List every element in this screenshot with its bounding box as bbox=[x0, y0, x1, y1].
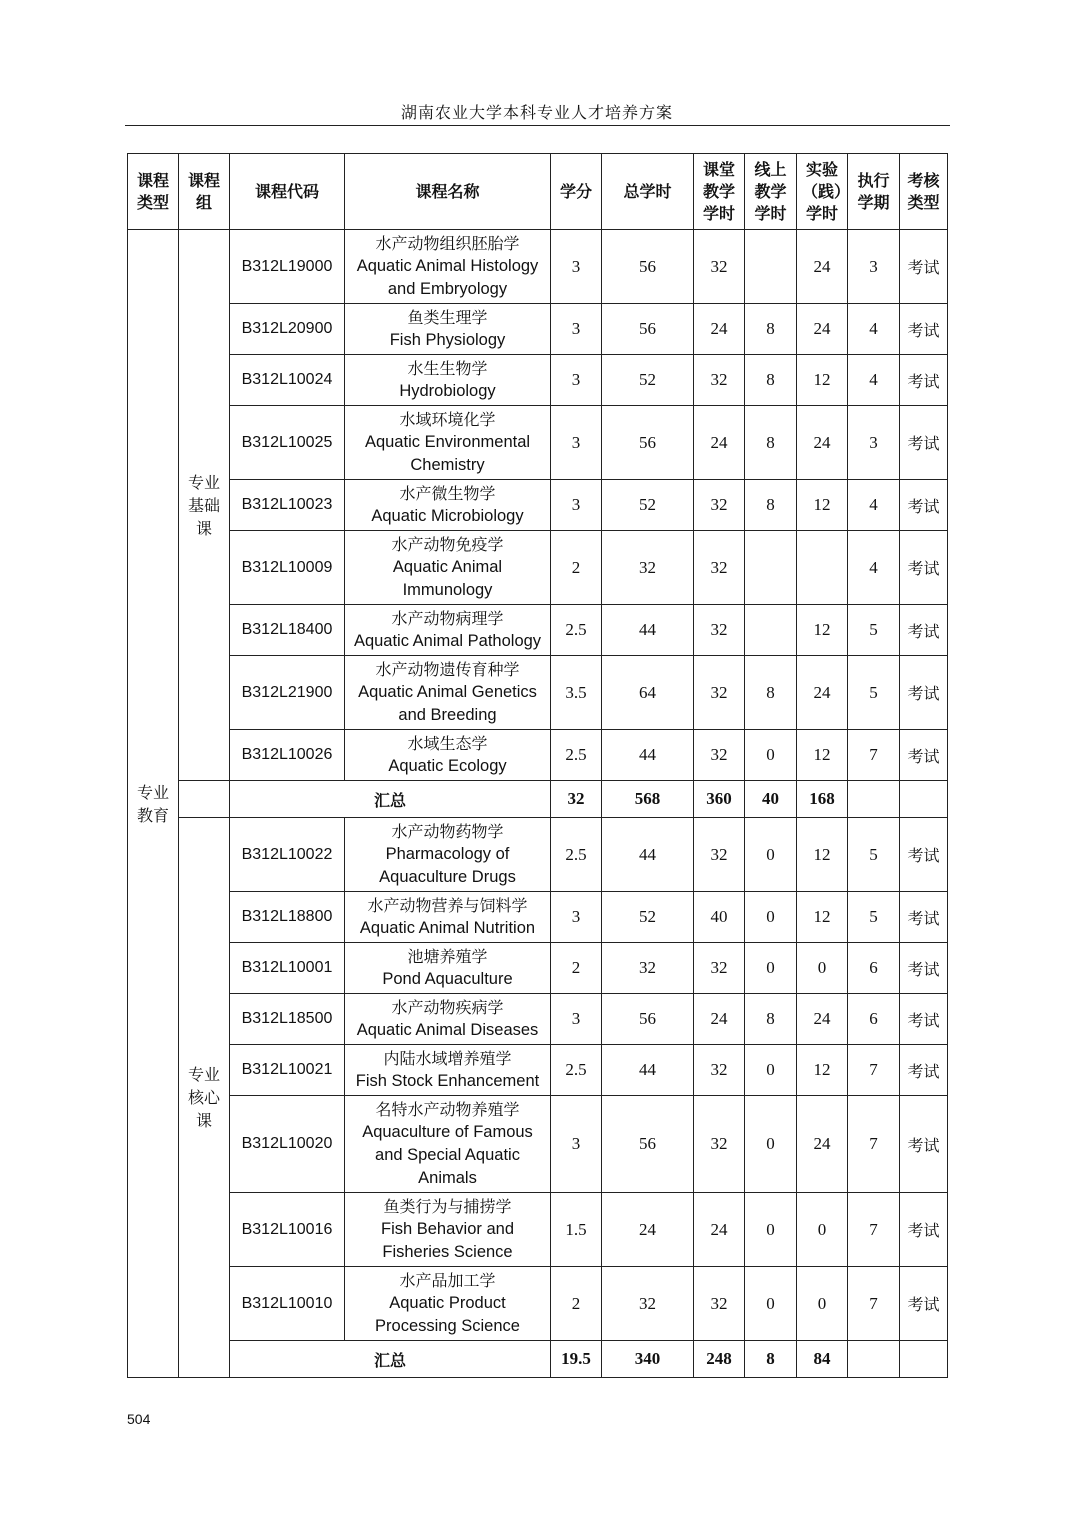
course-name-cn: 内陆水域增养殖学 bbox=[383, 1049, 512, 1068]
course-table bbox=[127, 153, 948, 1378]
class-hours-cell: 24 bbox=[694, 1193, 745, 1267]
course-name-en: Aquatic Environmental Chemistry bbox=[364, 433, 531, 474]
semester-cell: 5 bbox=[848, 892, 900, 943]
class-hours-cell: 32 bbox=[694, 1045, 745, 1096]
table-row bbox=[128, 605, 948, 656]
course-name-en: Aquatic Animal Diseases bbox=[356, 1021, 539, 1039]
credit-cell: 3 bbox=[551, 304, 602, 355]
course-name-en: Fish Physiology bbox=[389, 331, 506, 349]
course-name-cn: 水域生态学 bbox=[407, 734, 488, 753]
col-header-credit: 学分 bbox=[551, 154, 602, 230]
course-code-cell: B312L10022 bbox=[230, 818, 345, 892]
assessment-cell: 考试 bbox=[900, 1045, 948, 1096]
summary-class-hours-cell: 360 bbox=[694, 781, 745, 818]
course-name-cn: 水产动物免疫学 bbox=[391, 535, 504, 554]
course-name-en: Fish Behavior and Fisheries Science bbox=[381, 1220, 514, 1261]
summary-credit-cell: 19.5 bbox=[551, 1341, 602, 1378]
table-header-row bbox=[128, 154, 948, 230]
col-header-class-hours: 课堂教学学时 bbox=[694, 154, 745, 230]
course-name-cell bbox=[345, 656, 551, 730]
credit-cell: 3 bbox=[551, 994, 602, 1045]
lab-hours-cell: 12 bbox=[797, 730, 848, 781]
course-name-en: Aquatic Product Processing Science bbox=[375, 1294, 520, 1335]
course-name-cn: 水产动物药物学 bbox=[391, 822, 504, 841]
course-name-cn: 水产动物遗传育种学 bbox=[375, 660, 520, 679]
lab-hours-cell bbox=[797, 531, 848, 605]
semester-cell: 5 bbox=[848, 605, 900, 656]
lab-hours-cell: 12 bbox=[797, 355, 848, 406]
col-header-code: 课程代码 bbox=[230, 154, 345, 230]
page-number: 504 bbox=[127, 1411, 151, 1427]
course-name-cell bbox=[345, 892, 551, 943]
lab-hours-cell: 24 bbox=[797, 656, 848, 730]
online-hours-cell: 0 bbox=[745, 1096, 797, 1193]
semester-cell: 5 bbox=[848, 818, 900, 892]
course-name-en: Aquatic Animal Immunology bbox=[392, 558, 503, 599]
total-hours-cell: 32 bbox=[602, 531, 694, 605]
course-name-cn: 水域环境化学 bbox=[399, 410, 496, 429]
course-name-cn: 池塘养殖学 bbox=[407, 947, 488, 966]
course-name-cn: 水产动物病理学 bbox=[391, 609, 504, 628]
lab-hours-cell: 24 bbox=[797, 1096, 848, 1193]
summary-assessment-blank-cell bbox=[900, 781, 948, 818]
course-name-cell bbox=[345, 355, 551, 406]
lab-hours-cell: 24 bbox=[797, 406, 848, 480]
semester-cell: 3 bbox=[848, 406, 900, 480]
summary-semester-blank-cell bbox=[848, 781, 900, 818]
assessment-cell: 考试 bbox=[900, 656, 948, 730]
assessment-cell: 考试 bbox=[900, 730, 948, 781]
online-hours-cell bbox=[745, 605, 797, 656]
course-name-cell bbox=[345, 1193, 551, 1267]
credit-cell: 2 bbox=[551, 531, 602, 605]
course-name-cell bbox=[345, 1096, 551, 1193]
summary-total-hours-cell: 568 bbox=[602, 781, 694, 818]
total-hours-cell: 56 bbox=[602, 994, 694, 1045]
lab-hours-cell: 12 bbox=[797, 1045, 848, 1096]
class-hours-cell: 24 bbox=[694, 994, 745, 1045]
course-code-cell: B312L10023 bbox=[230, 480, 345, 531]
online-hours-cell: 0 bbox=[745, 730, 797, 781]
credit-cell: 2.5 bbox=[551, 730, 602, 781]
header-rule bbox=[125, 125, 950, 126]
online-hours-cell: 0 bbox=[745, 892, 797, 943]
table-row bbox=[128, 892, 948, 943]
course-name-en: Aquatic Animal Histology and Embryology bbox=[356, 257, 539, 298]
course-name-en: Pharmacology of Aquaculture Drugs bbox=[379, 845, 516, 886]
lab-hours-cell: 0 bbox=[797, 943, 848, 994]
credit-cell: 3 bbox=[551, 1096, 602, 1193]
class-hours-cell: 40 bbox=[694, 892, 745, 943]
credit-cell: 1.5 bbox=[551, 1193, 602, 1267]
course-name-en: Aquatic Animal Pathology bbox=[353, 632, 542, 650]
course-name-cn: 名特水产动物养殖学 bbox=[375, 1100, 520, 1119]
assessment-cell: 考试 bbox=[900, 994, 948, 1045]
total-hours-cell: 44 bbox=[602, 1045, 694, 1096]
course-name-cell bbox=[345, 994, 551, 1045]
summary-row bbox=[128, 1341, 948, 1378]
total-hours-cell: 44 bbox=[602, 730, 694, 781]
course-name-cell bbox=[345, 1267, 551, 1341]
summary-row bbox=[128, 781, 948, 818]
col-header-lab-hours: 实验（践）学时 bbox=[797, 154, 848, 230]
credit-cell: 2 bbox=[551, 1267, 602, 1341]
course-group-cell: 专业基础课 bbox=[179, 230, 230, 781]
assessment-cell: 考试 bbox=[900, 304, 948, 355]
credit-cell: 3 bbox=[551, 355, 602, 406]
table-row bbox=[128, 818, 948, 892]
online-hours-cell bbox=[745, 531, 797, 605]
table-row bbox=[128, 943, 948, 994]
course-name-cn: 鱼类生理学 bbox=[407, 308, 488, 327]
assessment-cell: 考试 bbox=[900, 892, 948, 943]
course-name-cell bbox=[345, 1045, 551, 1096]
class-hours-cell: 32 bbox=[694, 656, 745, 730]
semester-cell: 4 bbox=[848, 304, 900, 355]
col-header-semester: 执行学期 bbox=[848, 154, 900, 230]
class-hours-cell: 32 bbox=[694, 818, 745, 892]
summary-label-cell: 汇总 bbox=[230, 781, 551, 818]
total-hours-cell: 24 bbox=[602, 1193, 694, 1267]
course-name-cell bbox=[345, 304, 551, 355]
total-hours-cell: 56 bbox=[602, 1096, 694, 1193]
lab-hours-cell: 12 bbox=[797, 605, 848, 656]
online-hours-cell: 8 bbox=[745, 406, 797, 480]
course-name-cell bbox=[345, 480, 551, 531]
credit-cell: 2.5 bbox=[551, 818, 602, 892]
assessment-cell: 考试 bbox=[900, 406, 948, 480]
summary-lab-hours-cell: 84 bbox=[797, 1341, 848, 1378]
semester-cell: 7 bbox=[848, 1045, 900, 1096]
online-hours-cell: 0 bbox=[745, 943, 797, 994]
summary-label-cell: 汇总 bbox=[230, 1341, 551, 1378]
online-hours-cell: 0 bbox=[745, 818, 797, 892]
course-code-cell: B312L10020 bbox=[230, 1096, 345, 1193]
assessment-cell: 考试 bbox=[900, 1193, 948, 1267]
class-hours-cell: 24 bbox=[694, 406, 745, 480]
lab-hours-cell: 12 bbox=[797, 818, 848, 892]
course-name-cell bbox=[345, 406, 551, 480]
assessment-cell: 考试 bbox=[900, 1096, 948, 1193]
course-name-cn: 水产动物营养与饲料学 bbox=[367, 896, 528, 915]
online-hours-cell: 8 bbox=[745, 656, 797, 730]
assessment-cell: 考试 bbox=[900, 230, 948, 304]
credit-cell: 3 bbox=[551, 230, 602, 304]
summary-class-hours-cell: 248 bbox=[694, 1341, 745, 1378]
summary-credit-cell: 32 bbox=[551, 781, 602, 818]
class-hours-cell: 32 bbox=[694, 1267, 745, 1341]
semester-cell: 6 bbox=[848, 943, 900, 994]
class-hours-cell: 24 bbox=[694, 304, 745, 355]
online-hours-cell: 8 bbox=[745, 480, 797, 531]
credit-cell: 3.5 bbox=[551, 656, 602, 730]
table-row bbox=[128, 994, 948, 1045]
summary-semester-blank-cell bbox=[848, 1341, 900, 1378]
col-header-assessment: 考核类型 bbox=[900, 154, 948, 230]
class-hours-cell: 32 bbox=[694, 1096, 745, 1193]
total-hours-cell: 56 bbox=[602, 230, 694, 304]
course-code-cell: B312L10001 bbox=[230, 943, 345, 994]
semester-cell: 4 bbox=[848, 355, 900, 406]
class-hours-cell: 32 bbox=[694, 480, 745, 531]
class-hours-cell: 32 bbox=[694, 605, 745, 656]
table-row bbox=[128, 406, 948, 480]
course-name-cell bbox=[345, 730, 551, 781]
col-header-online-hours: 线上教学学时 bbox=[745, 154, 797, 230]
course-group-cell: 专业核心课 bbox=[179, 818, 230, 1378]
col-header-group: 课程组 bbox=[179, 154, 230, 230]
total-hours-cell: 44 bbox=[602, 818, 694, 892]
summary-total-hours-cell: 340 bbox=[602, 1341, 694, 1378]
course-code-cell: B312L20900 bbox=[230, 304, 345, 355]
table-row bbox=[128, 304, 948, 355]
lab-hours-cell: 24 bbox=[797, 230, 848, 304]
course-name-en: Aquatic Ecology bbox=[388, 757, 507, 775]
summary-online-hours-cell: 40 bbox=[745, 781, 797, 818]
assessment-cell: 考试 bbox=[900, 943, 948, 994]
credit-cell: 2 bbox=[551, 943, 602, 994]
course-name-cn: 水生生物学 bbox=[407, 359, 488, 378]
table-row bbox=[128, 730, 948, 781]
table-row bbox=[128, 355, 948, 406]
class-hours-cell: 32 bbox=[694, 531, 745, 605]
online-hours-cell: 8 bbox=[745, 304, 797, 355]
lab-hours-cell: 12 bbox=[797, 480, 848, 531]
online-hours-cell: 8 bbox=[745, 355, 797, 406]
semester-cell: 3 bbox=[848, 230, 900, 304]
course-name-cn: 水产动物疾病学 bbox=[391, 998, 504, 1017]
table-row bbox=[128, 1267, 948, 1341]
semester-cell: 4 bbox=[848, 531, 900, 605]
online-hours-cell: 0 bbox=[745, 1267, 797, 1341]
credit-cell: 3 bbox=[551, 406, 602, 480]
total-hours-cell: 56 bbox=[602, 304, 694, 355]
assessment-cell: 考试 bbox=[900, 605, 948, 656]
total-hours-cell: 52 bbox=[602, 480, 694, 531]
lab-hours-cell: 24 bbox=[797, 304, 848, 355]
total-hours-cell: 64 bbox=[602, 656, 694, 730]
col-header-type: 课程类型 bbox=[128, 154, 179, 230]
col-header-name: 课程名称 bbox=[345, 154, 551, 230]
assessment-cell: 考试 bbox=[900, 1267, 948, 1341]
course-code-cell: B312L10024 bbox=[230, 355, 345, 406]
course-name-en: Hydrobiology bbox=[399, 382, 496, 400]
class-hours-cell: 32 bbox=[694, 943, 745, 994]
course-code-cell: B312L10016 bbox=[230, 1193, 345, 1267]
course-code-cell: B312L10009 bbox=[230, 531, 345, 605]
total-hours-cell: 56 bbox=[602, 406, 694, 480]
course-name-cell bbox=[345, 230, 551, 304]
total-hours-cell: 52 bbox=[602, 355, 694, 406]
course-code-cell: B312L18500 bbox=[230, 994, 345, 1045]
credit-cell: 3 bbox=[551, 480, 602, 531]
course-code-cell: B312L10021 bbox=[230, 1045, 345, 1096]
class-hours-cell: 32 bbox=[694, 355, 745, 406]
total-hours-cell: 32 bbox=[602, 943, 694, 994]
semester-cell: 5 bbox=[848, 656, 900, 730]
course-code-cell: B312L10025 bbox=[230, 406, 345, 480]
credit-cell: 3 bbox=[551, 892, 602, 943]
course-name-cell bbox=[345, 531, 551, 605]
lab-hours-cell: 24 bbox=[797, 994, 848, 1045]
summary-lab-hours-cell: 168 bbox=[797, 781, 848, 818]
summary-group-blank-cell bbox=[179, 781, 230, 818]
online-hours-cell: 0 bbox=[745, 1045, 797, 1096]
total-hours-cell: 32 bbox=[602, 1267, 694, 1341]
page-header-title: 湖南农业大学本科专业人才培养方案 bbox=[400, 103, 673, 122]
semester-cell: 7 bbox=[848, 1193, 900, 1267]
total-hours-cell: 44 bbox=[602, 605, 694, 656]
table-row bbox=[128, 1096, 948, 1193]
table-row bbox=[128, 230, 948, 304]
summary-online-hours-cell: 8 bbox=[745, 1341, 797, 1378]
summary-assessment-blank-cell bbox=[900, 1341, 948, 1378]
course-code-cell: B312L19000 bbox=[230, 230, 345, 304]
table-row bbox=[128, 1045, 948, 1096]
table-row bbox=[128, 531, 948, 605]
lab-hours-cell: 12 bbox=[797, 892, 848, 943]
course-name-en: Aquatic Animal Nutrition bbox=[359, 919, 536, 937]
assessment-cell: 考试 bbox=[900, 355, 948, 406]
online-hours-cell bbox=[745, 230, 797, 304]
total-hours-cell: 52 bbox=[602, 892, 694, 943]
course-code-cell: B312L21900 bbox=[230, 656, 345, 730]
course-code-cell: B312L10026 bbox=[230, 730, 345, 781]
course-name-cn: 水产动物组织胚胎学 bbox=[375, 234, 520, 253]
lab-hours-cell: 0 bbox=[797, 1193, 848, 1267]
course-name-cell bbox=[345, 943, 551, 994]
col-header-total-hours: 总学时 bbox=[602, 154, 694, 230]
table-row bbox=[128, 480, 948, 531]
semester-cell: 4 bbox=[848, 480, 900, 531]
course-code-cell: B312L18800 bbox=[230, 892, 345, 943]
course-name-en: Aquatic Animal Genetics and Breeding bbox=[358, 683, 537, 724]
semester-cell: 7 bbox=[848, 730, 900, 781]
course-name-en: Aquaculture of Famous and Special Aquatic Animals bbox=[362, 1123, 533, 1187]
online-hours-cell: 0 bbox=[745, 1193, 797, 1267]
course-name-en: Aquatic Microbiology bbox=[371, 507, 524, 525]
course-code-cell: B312L18400 bbox=[230, 605, 345, 656]
credit-cell: 2.5 bbox=[551, 605, 602, 656]
table-row bbox=[128, 1193, 948, 1267]
lab-hours-cell: 0 bbox=[797, 1267, 848, 1341]
table-row bbox=[128, 656, 948, 730]
course-name-cn: 水产微生物学 bbox=[399, 484, 496, 503]
semester-cell: 7 bbox=[848, 1267, 900, 1341]
course-type-cell: 专业教育 bbox=[128, 230, 179, 1378]
course-name-cell bbox=[345, 605, 551, 656]
course-name-cn: 鱼类行为与捕捞学 bbox=[383, 1197, 512, 1216]
online-hours-cell: 8 bbox=[745, 994, 797, 1045]
semester-cell: 6 bbox=[848, 994, 900, 1045]
class-hours-cell: 32 bbox=[694, 730, 745, 781]
credit-cell: 2.5 bbox=[551, 1045, 602, 1096]
assessment-cell: 考试 bbox=[900, 480, 948, 531]
course-name-cell bbox=[345, 818, 551, 892]
course-name-en: Pond Aquaculture bbox=[382, 970, 513, 988]
course-code-cell: B312L10010 bbox=[230, 1267, 345, 1341]
course-name-cn: 水产品加工学 bbox=[399, 1271, 496, 1290]
assessment-cell: 考试 bbox=[900, 818, 948, 892]
class-hours-cell: 32 bbox=[694, 230, 745, 304]
semester-cell: 7 bbox=[848, 1096, 900, 1193]
course-name-en: Fish Stock Enhancement bbox=[355, 1072, 540, 1090]
assessment-cell: 考试 bbox=[900, 531, 948, 605]
